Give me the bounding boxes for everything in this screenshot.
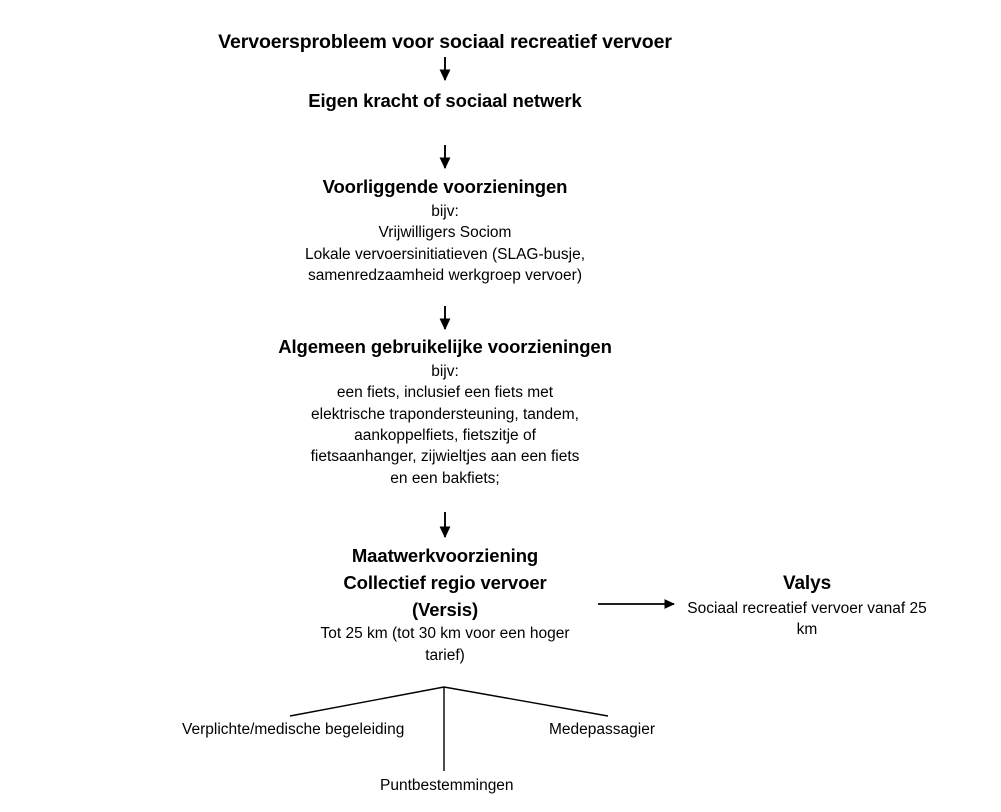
node-maatwerkvoorziening bbox=[250, 543, 640, 666]
branch-label-medepassagier: Medepassagier bbox=[549, 721, 655, 738]
node-vervoersprobleem bbox=[140, 28, 750, 56]
node-voorliggende-sub-line-1: Lokale vervoersinitiatieven (SLAG-busje, bbox=[305, 245, 585, 263]
node-maatwerk-title-line-0: Maatwerkvoorziening bbox=[351, 545, 539, 566]
node-voorliggende-sub-line-0: Vrijwilligers Sociom bbox=[378, 224, 512, 242]
node-voorliggende-sub-label: bijv: bbox=[431, 202, 459, 220]
node-algemeen-sub-line-3: fietsaanhanger, zijwieltjes aan een fiets bbox=[310, 448, 580, 466]
node-algemeen-sub-line-4: en een bakfiets; bbox=[390, 469, 500, 487]
node-algemeen-sub-line-0: een fiets, inclusief een fiets met bbox=[336, 384, 554, 402]
node-voorliggende-sub-line-2: samenredzaamheid werkgroep vervoer) bbox=[308, 266, 582, 284]
node-maatwerk-sub-line-0: Tot 25 km (tot 30 km voor een hoger bbox=[320, 625, 570, 643]
node-vervoersprobleem-title: Vervoersprobleem voor sociaal recreatief vervoer bbox=[218, 31, 672, 53]
node-maatwerk-sub-line-1: tarief) bbox=[425, 646, 465, 664]
node-voorliggende-title: Voorliggende voorzieningen bbox=[322, 176, 568, 197]
node-algemeen-gebruikelijke-voorzieningen bbox=[235, 334, 655, 489]
branch-label-puntbestemmingen: Puntbestemmingen bbox=[380, 777, 514, 794]
node-maatwerk-title-line-2: (Versis) bbox=[411, 598, 479, 620]
node-valys-sub-line-1: km bbox=[796, 620, 818, 638]
node-voorliggende-voorzieningen bbox=[245, 174, 645, 286]
node-algemeen-title: Algemeen gebruikelijke voorzieningen bbox=[278, 336, 612, 357]
node-eigen-kracht-title: Eigen kracht of sociaal netwerk bbox=[308, 90, 582, 111]
node-maatwerk-title-line-1: Collectief regio vervoer bbox=[343, 571, 547, 593]
node-algemeen-sub-line-1: elektrische trapondersteuning, tandem, bbox=[311, 405, 579, 423]
branch-label-verplichte-medische-begeleiding: Verplichte/medische begeleiding bbox=[182, 721, 405, 738]
node-algemeen-sub-line-2: aankoppelfiets, fietszitje of bbox=[354, 426, 536, 444]
node-valys-sub-line-0: Sociaal recreatief vervoer vanaf 25 bbox=[687, 599, 927, 617]
node-algemeen-sub-label: bijv: bbox=[431, 362, 459, 380]
node-eigen-kracht bbox=[265, 88, 625, 115]
node-valys bbox=[683, 570, 931, 640]
node-valys-title: Valys bbox=[782, 573, 832, 594]
